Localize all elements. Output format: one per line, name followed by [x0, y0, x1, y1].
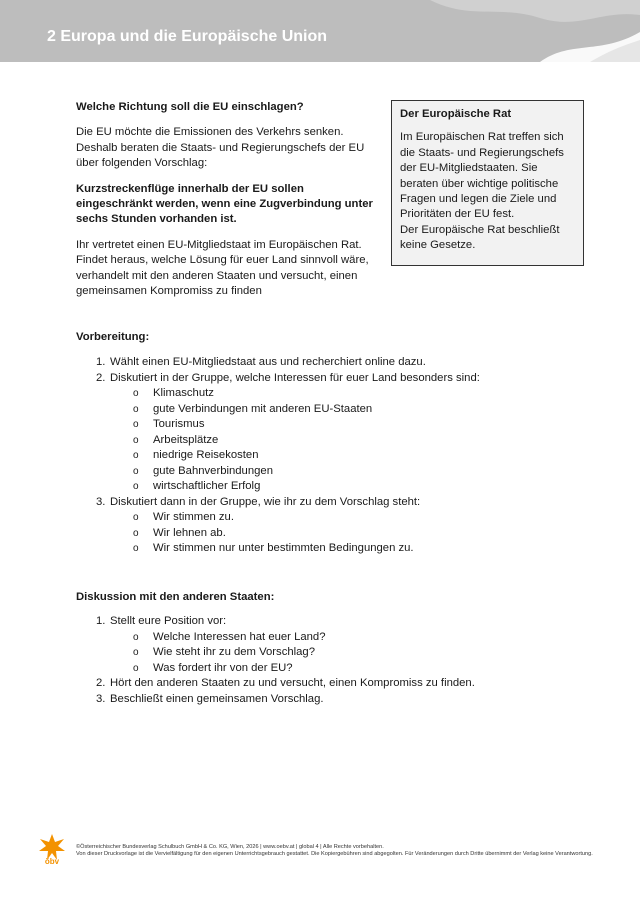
list-item-text: Hört den anderen Staaten zu und versucht, einen Kompromiss zu finden.	[110, 677, 475, 689]
logo-text: öbv	[44, 857, 60, 865]
list-item-number: 2.	[96, 371, 106, 384]
bullet-icon: o	[133, 543, 139, 554]
bullet-icon: o	[133, 527, 139, 539]
sub-list-item-text: Tourismus	[153, 418, 205, 430]
info-box-text-1: Im Europäischen Rat treffen sich die Staats- und Regierungschefs der EU-Mitgliedstaaten. Sie beraten über wichtige politische Fragen und legen die Ziele und Prioritäten der EU fest.	[400, 131, 564, 221]
sub-list-item	[76, 417, 596, 433]
bullet-icon: o	[133, 481, 139, 492]
list-item	[76, 614, 596, 630]
footer-copyright: ©Österreichischer Bundesverlag Schulbuch GmbH & Co. KG, Wien, 2026 | www.oebv.at | global 4 | Alle Rechte vorbehalten.	[76, 844, 384, 850]
list-item-text: Diskutiert dann in der Gruppe, wie ihr zu dem Vorschlag steht:	[110, 495, 421, 508]
sub-list-item-text: wirtschaftlicher Erfolg	[153, 480, 261, 492]
bullet-icon: o	[133, 465, 139, 477]
footer-notice: Von dieser Druckvorlage ist die Vervielfältigung für den eigenen Unterrichtsgebrauch gestattet. Die Kopiergebühren sind abgegolten. Für Veränderungen durch Dritte übernimmt der Verlag keine Verantwortung.	[76, 851, 593, 857]
list-item	[76, 371, 596, 387]
intro-section	[76, 100, 376, 309]
sub-list-item	[76, 448, 596, 464]
sub-list-item-text: Wir lehnen ab.	[153, 526, 226, 539]
bullet-icon: o	[133, 388, 139, 399]
sub-list-item-text: gute Bahnverbindungen	[153, 464, 273, 477]
bullet-icon: o	[133, 403, 139, 415]
list-item	[76, 495, 596, 511]
sub-list-item	[76, 386, 596, 402]
sub-list-item	[76, 645, 596, 661]
list-item-text: Stellt eure Position vor:	[110, 615, 227, 627]
sub-list-item	[76, 661, 596, 677]
sub-list-item-text: gute Verbindungen mit anderen EU-Staaten	[153, 402, 373, 415]
bullet-icon: o	[133, 512, 139, 523]
sub-list-item	[76, 402, 596, 418]
list-item-text: Beschließt einen gemeinsamen Vorschlag.	[110, 692, 324, 705]
list-item	[76, 692, 596, 708]
list-item	[76, 676, 596, 692]
sub-list-item-text: Was fordert ihr von der EU?	[153, 661, 293, 674]
info-box-text-2: Der Europäische Rat beschließt keine Gesetze.	[400, 223, 560, 252]
sub-list-item	[76, 433, 596, 449]
info-box	[391, 100, 584, 266]
sub-list-item	[76, 479, 596, 495]
sub-list-item-text: Wir stimmen zu.	[153, 511, 234, 523]
list-item-text: Wählt einen EU-Mitgliedstaat aus und recherchiert online dazu.	[110, 356, 426, 368]
discussion-heading: Diskussion mit den anderen Staaten:	[76, 591, 275, 603]
preparation-heading: Vorbereitung:	[76, 331, 150, 343]
bullet-icon: o	[133, 662, 139, 674]
intro-paragraph-2: Ihr vertretet einen EU-Mitgliedstaat im Europäischen Rat. Findet heraus, welche Lösung für euer Land sinnvoll wäre, verhandelt mit den anderen Staaten und versucht, einen gemeinsamen Kompromiss zu finden	[76, 238, 369, 298]
bullet-icon: o	[133, 647, 139, 658]
bullet-icon: o	[133, 450, 139, 461]
sub-list-item	[76, 541, 596, 557]
list-item-number: 3.	[96, 495, 106, 508]
list-item-number: 3.	[96, 692, 106, 705]
publisher-logo	[38, 833, 66, 865]
page-header	[0, 0, 640, 62]
discussion-list	[76, 614, 596, 707]
sub-list-item-text: Wir stimmen nur unter bestimmten Bedingungen zu.	[153, 542, 414, 554]
sub-list-item-text: Klimaschutz	[153, 387, 214, 399]
sub-list-item-text: Arbeitsplätze	[153, 433, 219, 446]
intro-paragraph-1: Die EU möchte die Emissionen des Verkehrs senken. Deshalb beraten die Staats- und Regierungschefs der EU über folgenden Vorschlag:	[76, 126, 365, 170]
sub-list-item	[76, 630, 596, 646]
bullet-icon: o	[133, 631, 139, 643]
sub-list-item-text: Welche Interessen hat euer Land?	[153, 630, 326, 643]
list-item-number: 1.	[96, 615, 106, 627]
page-title: 2 Europa und die Europäische Union	[47, 28, 328, 45]
sub-list-item	[76, 510, 596, 526]
list-item-number: 1.	[96, 356, 106, 368]
intro-heading: Welche Richtung soll die EU einschlagen?	[76, 101, 304, 113]
bullet-icon: o	[133, 419, 139, 430]
list-item	[76, 355, 596, 371]
sub-list-item	[76, 526, 596, 542]
list-item-text: Diskutiert in der Gruppe, welche Interessen für euer Land besonders sind:	[110, 371, 480, 384]
bullet-icon: o	[133, 434, 139, 446]
info-box-title: Der Europäische Rat	[400, 108, 512, 120]
sub-list-item	[76, 464, 596, 480]
proposal-text: Kurzstreckenflüge innerhalb der EU sollen eingeschränkt werden, wenn eine Zugverbindung unter sechs Stunden vorhanden ist.	[76, 182, 373, 226]
sub-list-item-text: niedrige Reisekosten	[153, 449, 259, 461]
footer	[76, 844, 596, 858]
sub-list-item-text: Wie steht ihr zu dem Vorschlag?	[153, 646, 315, 658]
list-item-number: 2.	[96, 677, 106, 689]
preparation-list	[76, 355, 596, 557]
